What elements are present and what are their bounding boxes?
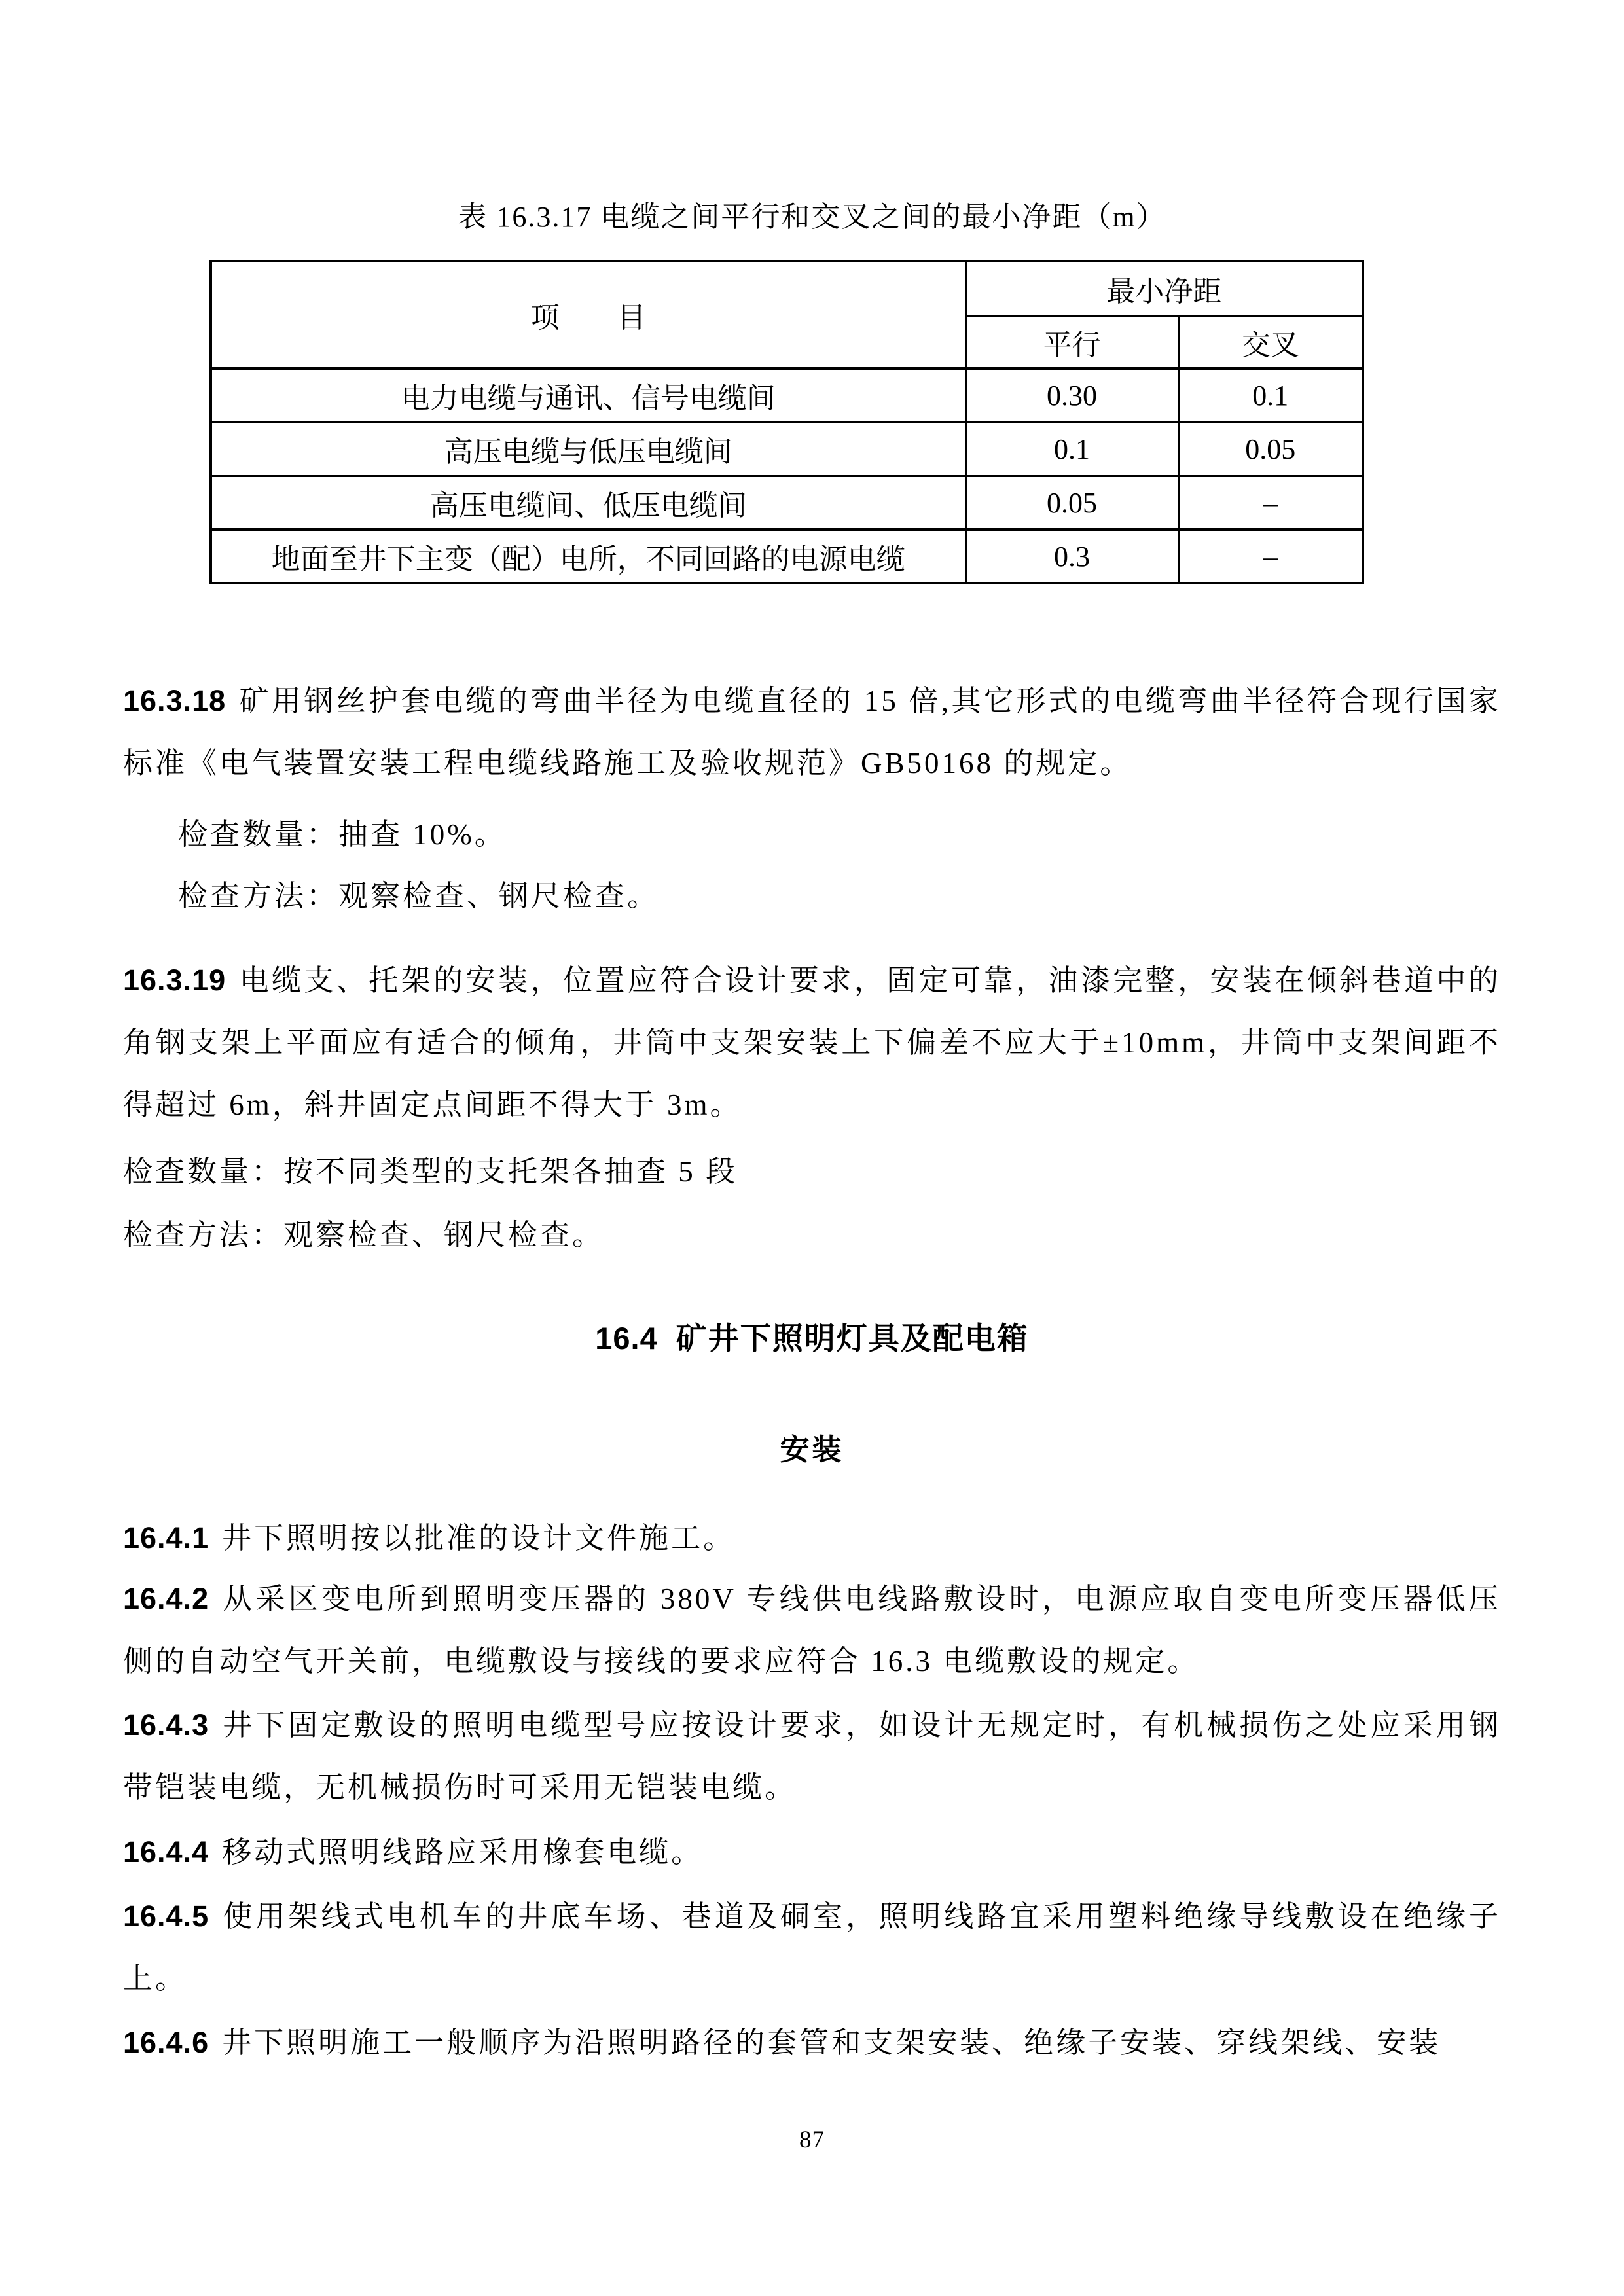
header-min-clearance: 最小净距 <box>965 261 1363 316</box>
row-cross-value: – <box>1178 529 1363 583</box>
clause-16-4-4 <box>123 1821 1501 1884</box>
row-item: 地面至井下主变（配）电所，不同回路的电源电缆 <box>211 529 965 583</box>
check-method-line: 检查方法：观察检查、钢尺检查。 <box>123 1219 605 1251</box>
row-parallel-value: 0.05 <box>965 476 1178 529</box>
row-cross-value: 0.1 <box>1178 368 1363 422</box>
clause-16-3-18 <box>123 670 1501 795</box>
clause-16-4-5 <box>123 1885 1501 2010</box>
header-cross: 交叉 <box>1178 316 1363 368</box>
section-heading <box>123 1306 1501 1372</box>
table-header-row-1 <box>211 261 1363 316</box>
row-item: 高压电缆与低压电缆间 <box>211 422 965 476</box>
clause-16-4-2 <box>123 1568 1501 1693</box>
section-number: 16.4 <box>595 1321 658 1355</box>
clause-text: 井下固定敷设的照明电缆型号应按设计要求，如设计无规定时，有机械损伤之处应采用钢带铠装电缆，无机械损伤时可采用无铠装电缆。 <box>123 1709 1501 1804</box>
header-parallel: 平行 <box>965 316 1178 368</box>
row-cross-value: – <box>1178 476 1363 529</box>
clause-number: 16.3.18 <box>123 684 226 717</box>
check-quantity-line: 检查数量：抽查 10%。 <box>178 818 507 851</box>
page-number: 87 <box>799 2126 825 2153</box>
clause-number: 16.4.4 <box>123 1835 209 1869</box>
clause-number: 16.4.2 <box>123 1582 209 1615</box>
header-item: 项 目 <box>211 261 965 368</box>
subsection-heading: 安装 <box>780 1433 844 1466</box>
clause-text: 井下照明施工一般顺序为沿照明路径的套管和支架安装、绝缘子安装、穿线架线、安装 <box>222 2026 1441 2059</box>
section-title: 矿井下照明灯具及配电箱 <box>676 1322 1029 1356</box>
table-row <box>211 368 1363 422</box>
clause-16-3-19 <box>123 949 1501 1136</box>
row-parallel-value: 0.1 <box>965 422 1178 476</box>
row-parallel-value: 0.3 <box>965 529 1178 583</box>
clause-number: 16.4.3 <box>123 1708 209 1742</box>
table-row <box>211 529 1363 583</box>
row-item: 电力电缆与通讯、信号电缆间 <box>211 368 965 422</box>
clause-text: 移动式照明线路应采用橡套电缆。 <box>222 1836 704 1869</box>
check-method-line: 检查方法：观察检查、钢尺检查。 <box>178 880 660 912</box>
clause-16-4-1 <box>123 1507 1501 1570</box>
clause-text: 从采区变电所到照明变压器的 380V 专线供电线路敷设时，电源应取自变电所变压器低压侧的自动空气开关前，电缆敷设与接线的要求应符合 16.3 电缆敷设的规定。 <box>123 1583 1501 1677</box>
clause-number: 16.4.6 <box>123 2026 209 2059</box>
table-row <box>211 476 1363 529</box>
row-item: 高压电缆间、低压电缆间 <box>211 476 965 529</box>
table-title: 表 16.3.17 电缆之间平行和交叉之间的最小净距（m） <box>458 201 1166 233</box>
row-parallel-value: 0.30 <box>965 368 1178 422</box>
clause-16-4-3 <box>123 1694 1501 1819</box>
clause-text: 电缆支、托架的安装，位置应符合设计要求，固定可靠，油漆完整，安装在倾斜巷道中的角钢支架上平面应有适合的倾角，井筒中支架安装上下偏差不应大于±10mm，井筒中支架间距不得超过 6m，斜井固定点间距不得大于 3m。 <box>123 964 1501 1121</box>
clause-text: 矿用钢丝护套电缆的弯曲半径为电缆直径的 15 倍,其它形式的电缆弯曲半径符合现行国家标准《电气装置安装工程电缆线路施工及验收规范》GB50168 的规定。 <box>123 685 1501 780</box>
clause-16-4-6 <box>123 2011 1501 2074</box>
clause-text: 使用架线式电机车的井底车场、巷道及硐室，照明线路宜采用塑料绝缘导线敷设在绝缘子上。 <box>123 1900 1501 1995</box>
clause-number: 16.3.19 <box>123 963 226 997</box>
clause-number: 16.4.1 <box>123 1521 209 1554</box>
check-quantity-line: 检查数量：按不同类型的支托架各抽查 5 段 <box>123 1155 738 1188</box>
table-row <box>211 422 1363 476</box>
clearance-table <box>209 260 1364 584</box>
clause-text: 井下照明按以批准的设计文件施工。 <box>222 1522 736 1554</box>
clause-number: 16.4.5 <box>123 1899 209 1933</box>
row-cross-value: 0.05 <box>1178 422 1363 476</box>
